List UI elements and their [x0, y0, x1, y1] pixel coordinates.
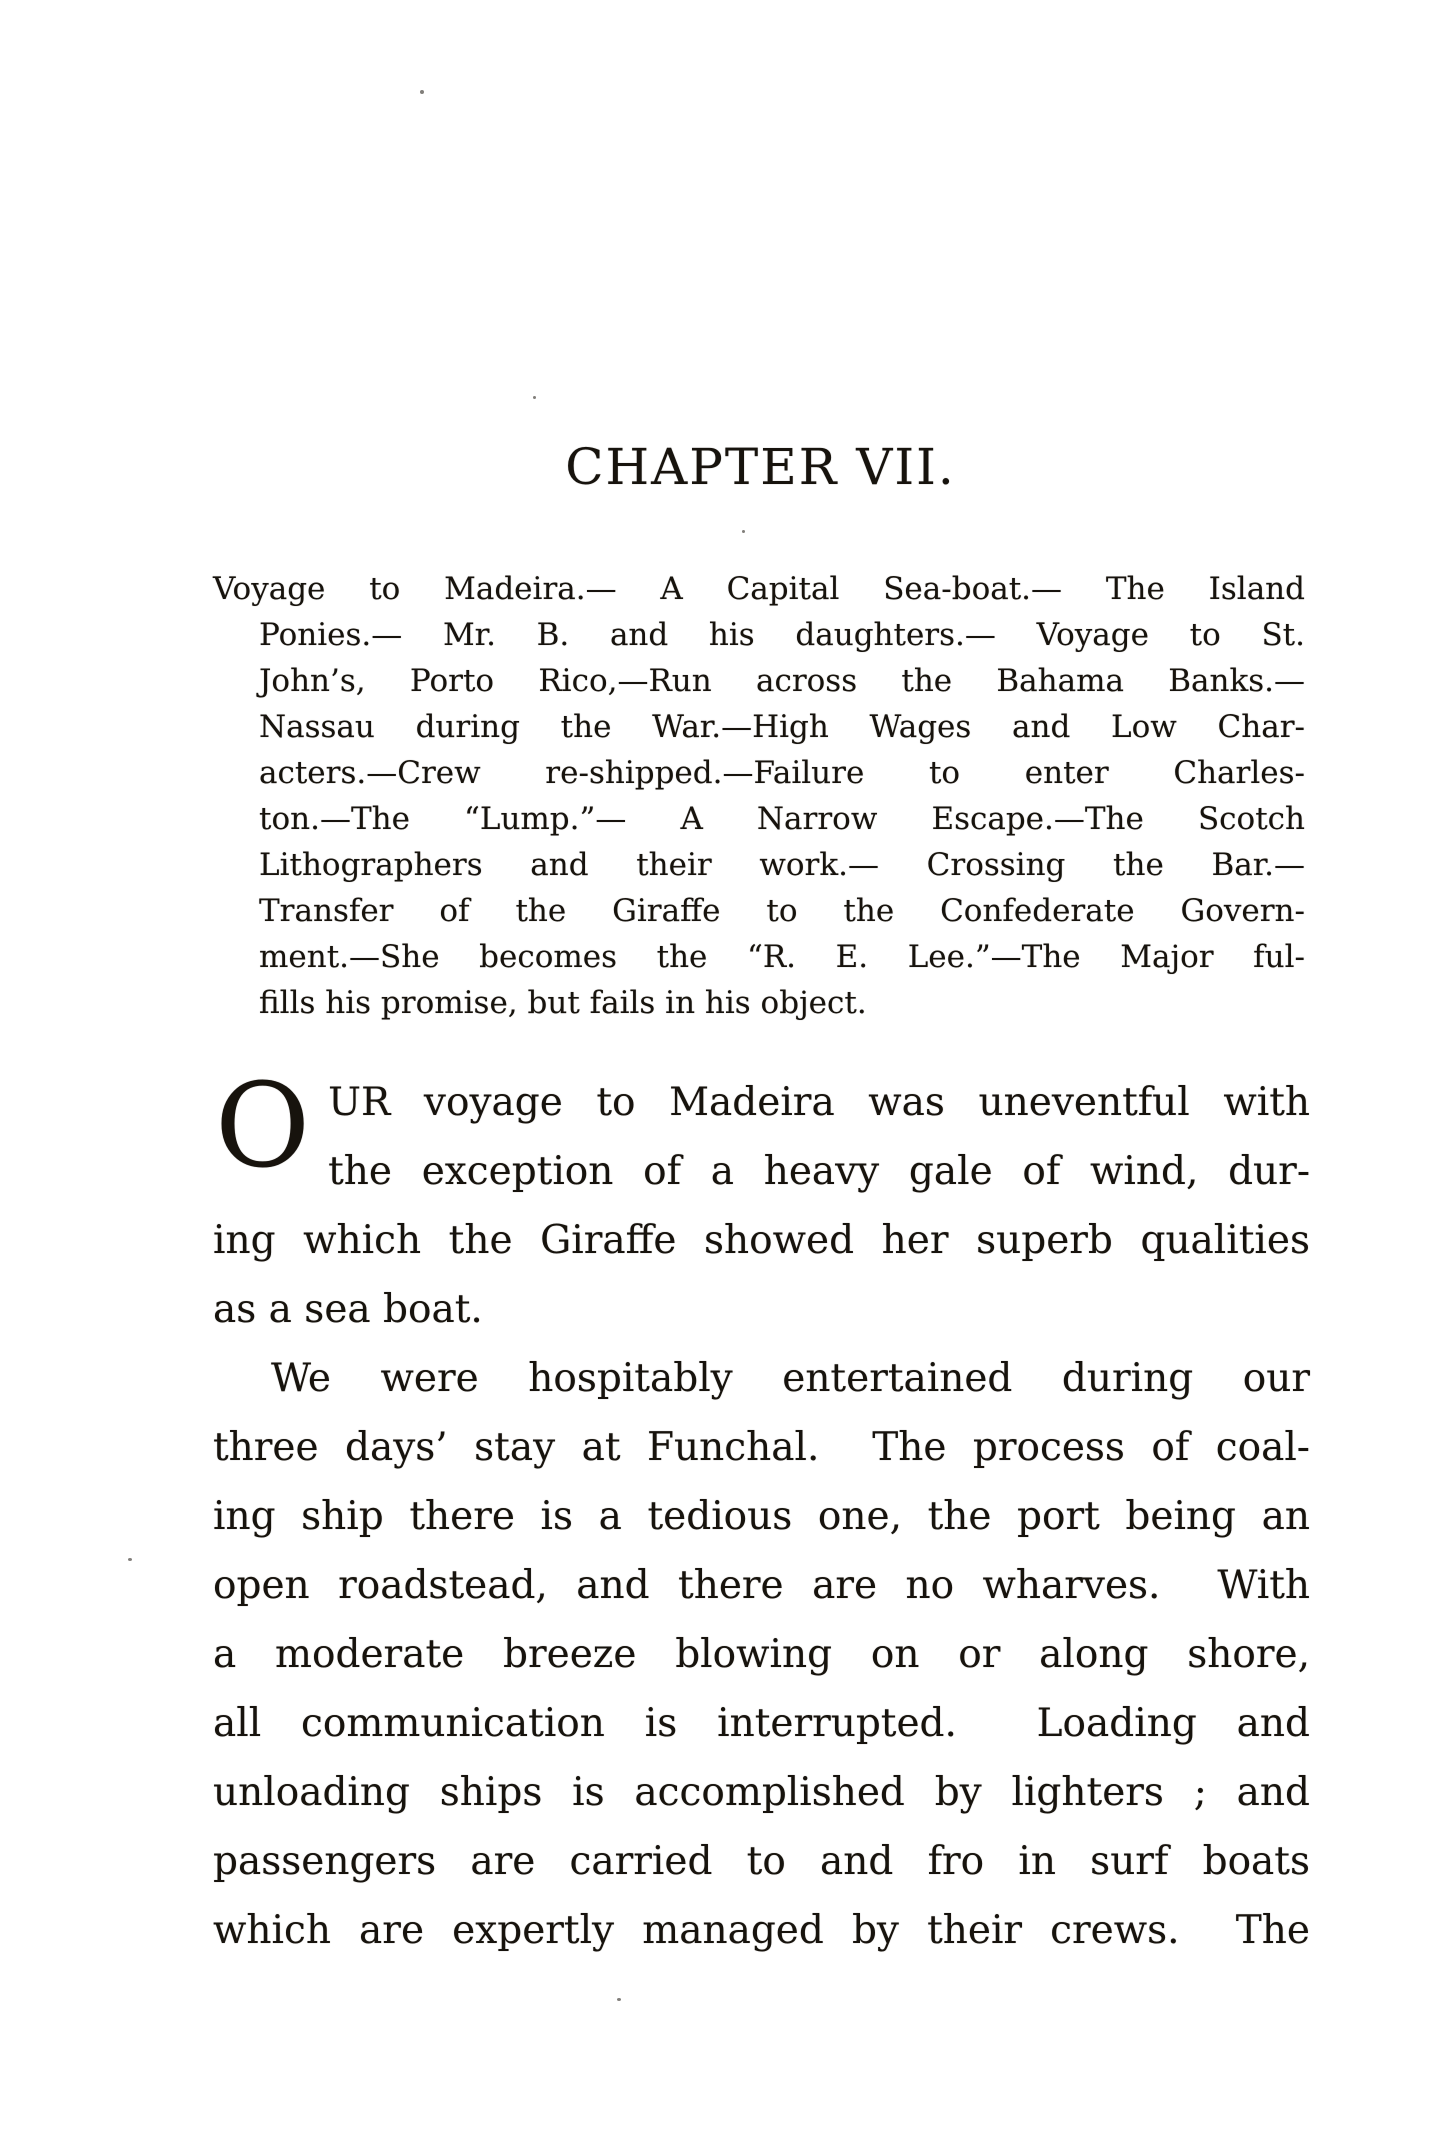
text-line: open roadstead, and there are no wharves. With: [213, 1563, 1310, 1608]
text-line: Ponies.— Mr. B. and his daughters.— Voyage to St.: [259, 617, 1305, 653]
scan-speck: [742, 530, 745, 533]
text-line: John’s, Porto Rico,—Run across the Bahama Banks.—: [259, 663, 1305, 699]
chapter-heading: CHAPTER VII.: [565, 438, 956, 496]
text-line: a moderate breeze blowing on or along shore,: [213, 1632, 1310, 1677]
text-line: Voyage to Madeira.— A Capital Sea-boat.— The Island: [213, 571, 1305, 607]
text-line: fills his promise, but fails in his object.: [259, 985, 867, 1021]
text-line: ton.—The “Lump.”— A Narrow Escape.—The Scotch: [259, 801, 1305, 837]
text-line: passengers are carried to and fro in surf boats: [213, 1839, 1310, 1884]
text-line: ment.—She becomes the “R. E. Lee.”—The Major ful-: [259, 939, 1305, 975]
text-line: three days’ stay at Funchal. The process of coal-: [213, 1425, 1310, 1470]
text-line: ing which the Giraffe showed her superb qualities: [213, 1218, 1310, 1263]
text-line: UR voyage to Madeira was uneventful with: [328, 1080, 1310, 1125]
text-line: acters.—Crew re-shipped.—Failure to enter Charles-: [259, 755, 1305, 791]
scan-speck: [128, 1558, 132, 1561]
text-line: ing ship there is a tedious one, the port being an: [213, 1494, 1310, 1539]
text-line: Nassau during the War.—High Wages and Low Char-: [259, 709, 1305, 745]
text-line: Transfer of the Giraffe to the Confederate Govern-: [259, 893, 1305, 929]
drop-cap: O: [215, 1059, 311, 1194]
text-line: the exception of a heavy gale of wind, dur-: [328, 1149, 1310, 1194]
text-line: which are expertly managed by their crews. The: [213, 1908, 1310, 1953]
text-line: all communication is interrupted. Loading and: [213, 1701, 1310, 1746]
scan-speck: [420, 90, 424, 94]
scan-speck: [533, 396, 536, 399]
text-line: as a sea boat.: [213, 1287, 483, 1332]
chapter-body: [213, 1059, 1310, 1965]
scan-speck: [617, 1998, 621, 2001]
chapter-summary: [213, 566, 1305, 1026]
text-line: Lithographers and their work.— Crossing the Bar.—: [259, 847, 1305, 883]
text-line: unloading ships is accomplished by lighters ; and: [213, 1770, 1310, 1815]
text-line: We were hospitably entertained during our: [271, 1356, 1310, 1401]
body-lines: [213, 1059, 1310, 1965]
